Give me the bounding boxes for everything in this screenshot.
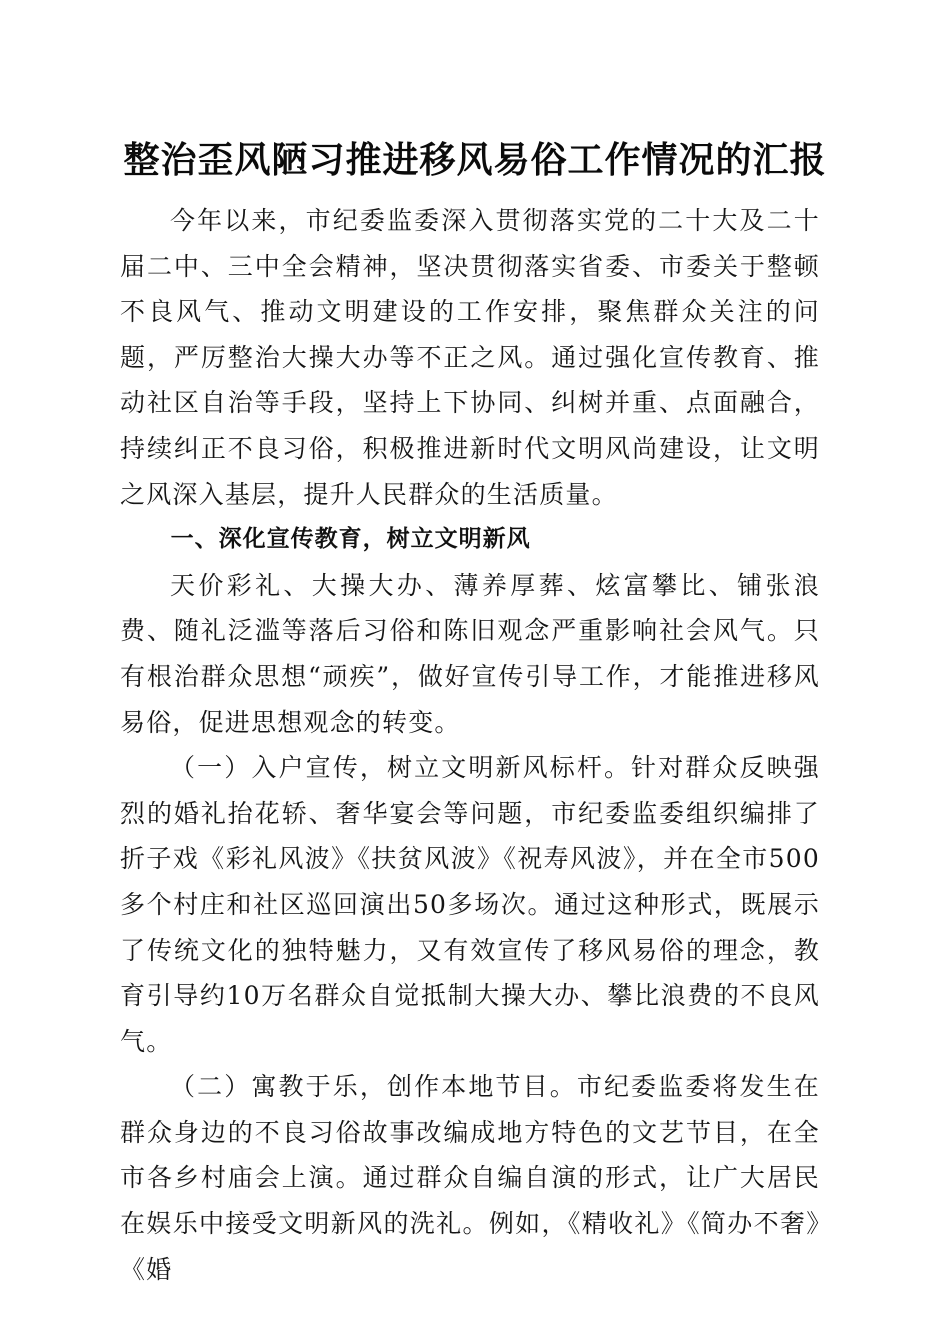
document-title: 整治歪风陋习推进移风易俗工作情况的汇报 [123, 139, 827, 181]
section-1-item-1: （一）入户宣传，树立文明新风标杆。针对群众反映强烈的婚礼抬花轿、奢华宴会等问题，市纪委监委组织编排了折子戏《彩礼风波》《扶贫风波》《祝寿风波》，并在全市500多个村庄和社区巡回演出50多场次。通过这种形式，既展示了传统文化的独特魅力，又有效宣传了移风易俗的理念，教育引导约10万名群众自觉抵制大操大办、攀比浪费的不良风气。 [120, 753, 820, 1056]
section-1-paragraph: 天价彩礼、大操大办、薄养厚葬、炫富攀比、铺张浪费、随礼泛滥等落后习俗和陈旧观念严重影响社会风气。只有根治群众思想“顽疾”，做好宣传引导工作，才能推进移风易俗，促进思想观念的转变。 [120, 570, 820, 737]
intro-paragraph: 今年以来，市纪委监委深入贯彻落实党的二十大及二十届二中、三中全会精神，坚决贯彻落实省委、市委关于整顿不良风气、推动文明建设的工作安排，聚焦群众关注的问题，严厉整治大操大办等不正之风。通过强化宣传教育、推动社区自治等手段，坚持上下协同、纠树并重、点面融合，持续纠正不良习俗，积极推进新时代文明风尚建设，让文明之风深入基层，提升人民群众的生活质量。 [120, 206, 820, 509]
section-1-item-2: （二）寓教于乐，创作本地节目。市纪委监委将发生在群众身边的不良习俗故事改编成地方特色的文艺节目，在全市各乡村庙会上演。通过群众自编自演的形式，让广大居民在娱乐中接受文明新风的洗礼。例如，《精收礼》《简办不奢》《婚 [120, 1072, 820, 1284]
document-body [120, 198, 820, 1292]
section-heading-1: 一、深化宣传教育，树立文明新风 [170, 526, 531, 553]
